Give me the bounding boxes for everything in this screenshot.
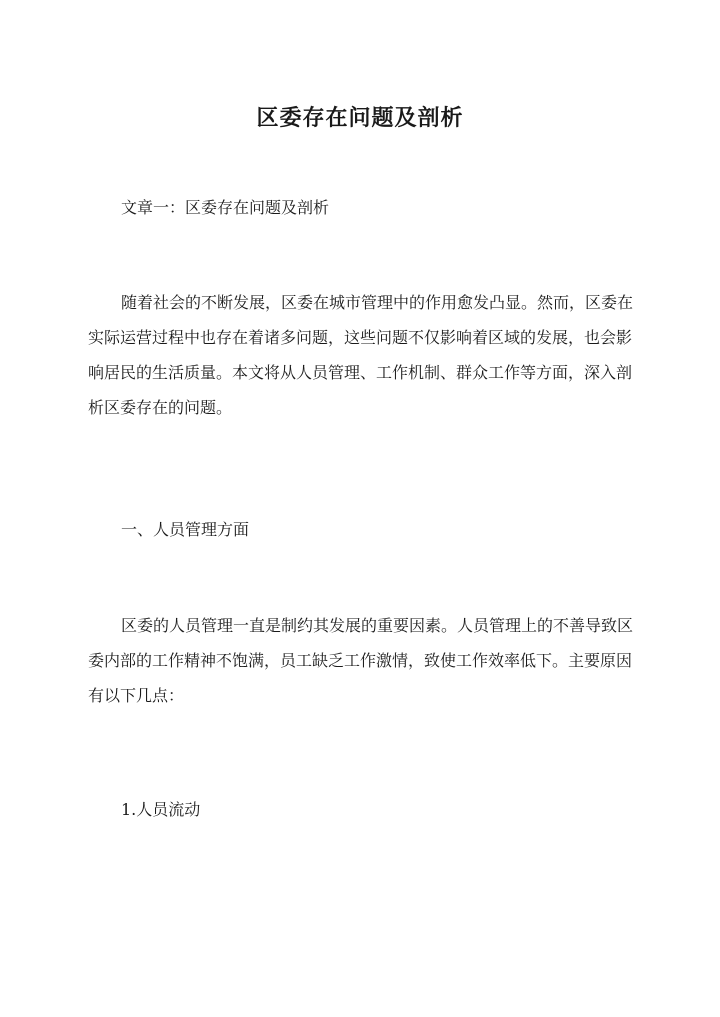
intro-paragraph: 随着社会的不断发展，区委在城市管理中的作用愈发凸显。然而，区委在实际运营过程中也存在着诸多问题，这些问题不仅影响着区域的发展，也会影响居民的生活质量。本文将从人员管理、工作机制、群众工作等方面，深入剖析区委存在的问题。 bbox=[88, 293, 634, 417]
item-heading-staff-turnover: 1.人员流动 bbox=[121, 800, 201, 819]
page-title: 区委存在问题及剖析 bbox=[256, 104, 464, 131]
article-subtitle: 文章一：区委存在问题及剖析 bbox=[121, 198, 330, 217]
personnel-paragraph: 区委的人员管理一直是制约其发展的重要因素。人员管理上的不善导致区委内部的工作精神不饱满，员工缺乏工作激情，致使工作效率低下。主要原因有以下几点： bbox=[88, 616, 634, 705]
section-heading-personnel: 一、人员管理方面 bbox=[121, 520, 250, 539]
